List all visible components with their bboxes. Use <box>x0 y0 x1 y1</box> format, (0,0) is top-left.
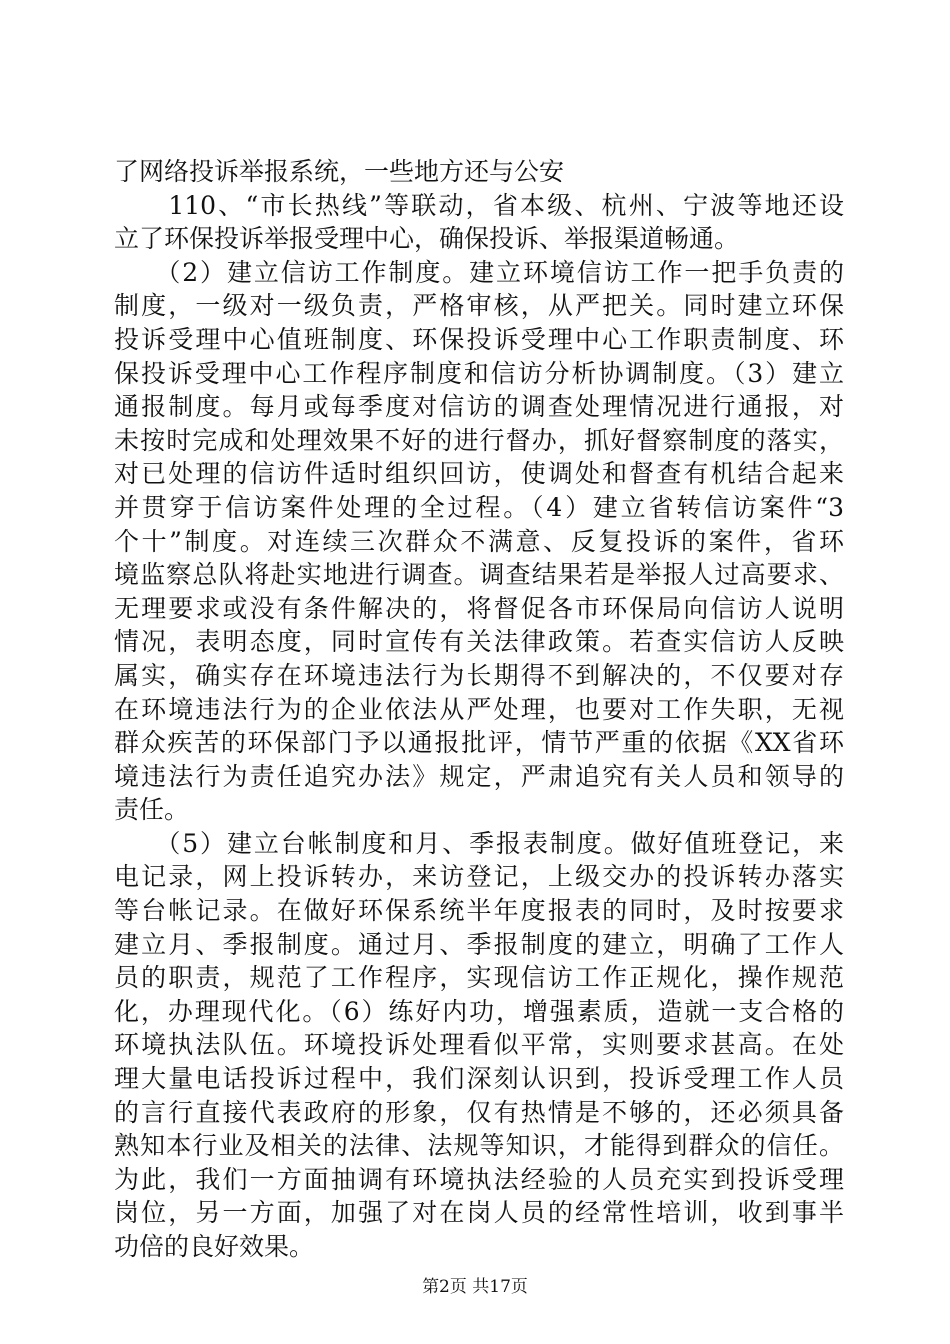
text-line: 建立月、季报制度。通过月、季报制度的建立，明确了工作人 <box>114 929 844 959</box>
text-line: 电记录，网上投诉转办，来访登记，上级交办的投诉转办落实 <box>114 862 844 892</box>
body-text <box>114 155 844 1264</box>
text-line: 制度，一级对一级负责，严格审核，从严把关。同时建立环保 <box>114 291 844 321</box>
text-line: 功倍的良好效果。 <box>114 1232 315 1261</box>
text-line: 在环境违法行为的企业依法从严处理，也要对工作失职，无视 <box>114 694 844 724</box>
text-line: 群众疾苦的环保部门予以通报批评，情节严重的依据《XX省环 <box>114 728 844 758</box>
text-line: 环境执法队伍。环境投诉处理看似平常，实则要求甚高。在处 <box>114 1030 844 1060</box>
text-line: 110、“市长热线”等联动，省本级、杭州、宁波等地还设 <box>114 190 844 220</box>
text-line: 了网络投诉举报系统，一些地方还与公安 <box>114 157 565 186</box>
text-line: 个十”制度。对连续三次群众不满意、反复投诉的案件，省环 <box>114 526 844 556</box>
text-line: 岗位，另一方面，加强了对在岗人员的经常性培训，收到事半 <box>114 1198 844 1228</box>
text-line: 属实，确实存在环境违法行为长期得不到解决的，不仅要对存 <box>114 660 844 690</box>
text-line: 情况，表明态度，同时宣传有关法律政策。若查实信访人反映 <box>114 627 844 657</box>
text-line: 的言行直接代表政府的形象，仅有热情是不够的，还必须具备 <box>114 1097 844 1127</box>
text-line: 投诉受理中心值班制度、环保投诉受理中心工作职责制度、环 <box>114 324 844 354</box>
text-line: 并贯穿于信访案件处理的全过程。（4）建立省转信访案件“3 <box>114 492 844 522</box>
text-line: （5）建立台帐制度和月、季报表制度。做好值班登记，来 <box>114 828 844 858</box>
text-line: 为此，我们一方面抽调有环境执法经验的人员充实到投诉受理 <box>114 1164 844 1194</box>
text-line: 无理要求或没有条件解决的，将督促各市环保局向信访人说明 <box>114 593 844 623</box>
text-line: 未按时完成和处理效果不好的进行督办，抓好督察制度的落实， <box>114 425 844 455</box>
text-line: 责任。 <box>114 795 190 825</box>
text-line: 通报制度。每月或每季度对信访的调查处理情况进行通报，对 <box>114 392 844 422</box>
text-line: 理大量电话投诉过程中，我们深刻认识到，投诉受理工作人员 <box>114 1064 844 1094</box>
text-line: （2）建立信访工作制度。建立环境信访工作一把手负责的 <box>114 257 844 287</box>
text-line: 保投诉受理中心工作程序制度和信访分析协调制度。（3）建立 <box>114 358 844 388</box>
text-line: 员的职责，规范了工作程序，实现信访工作正规化，操作规范 <box>114 963 844 993</box>
page-number-footer: 第2页 共17页 <box>422 1277 528 1297</box>
text-line: 境监察总队将赴实地进行调查。调查结果若是举报人过高要求、 <box>114 560 844 590</box>
text-line: 等台帐记录。在做好环保系统半年度报表的同时，及时按要求 <box>114 896 844 926</box>
text-line: 化，办理现代化。（6）练好内功，增强素质，造就一支合格的 <box>114 996 844 1026</box>
text-line: 立了环保投诉举报受理中心，确保投诉、举报渠道畅通。 <box>114 224 740 254</box>
text-line: 境违法行为责任追究办法》规定，严肃追究有关人员和领导的 <box>114 761 844 791</box>
text-line: 对已处理的信访件适时组织回访，使调处和督查有机结合起来 <box>114 459 844 489</box>
text-line: 熟知本行业及相关的法律、法规等知识，才能得到群众的信任。 <box>114 1131 844 1161</box>
